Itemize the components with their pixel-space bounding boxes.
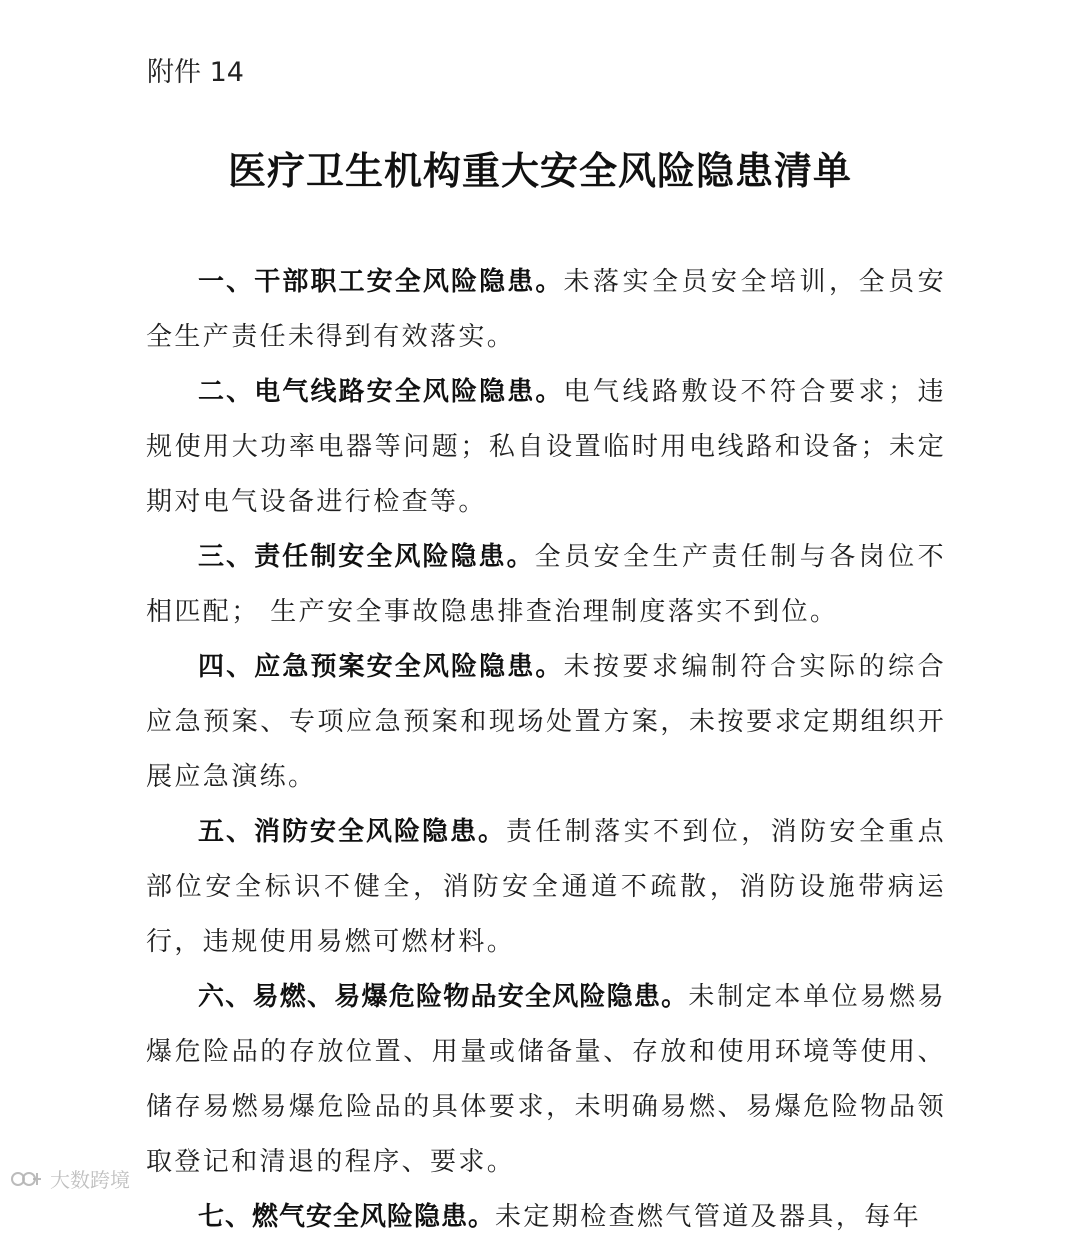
item-text: 未按要求编制符合实际的综合应急预案、专项应急预案和现场处置方案，未按要求定期组织开展应急演练。 [146, 652, 946, 792]
list-item [146, 255, 946, 365]
item-text: 未制定本单位易燃易爆危险品的存放位置、用量或储备量、存放和使用环境等使用、储存易燃易爆危险品的具体要求，未明确易燃、易爆危险物品领取登记和清退的程序、要求。 [146, 982, 946, 1177]
watermark [10, 1164, 130, 1193]
item-heading: 二、电气线路安全风险隐患。 [198, 377, 564, 407]
list-item [146, 805, 946, 970]
watermark-logo-icon [10, 1167, 44, 1191]
item-heading: 一、干部职工安全风险隐患。 [198, 267, 564, 297]
item-heading: 七、燃气安全风险隐患。 [198, 1202, 496, 1232]
list-item [146, 365, 946, 530]
watermark-text: 大数跨境 [50, 1168, 130, 1192]
attachment-label: 附件 14 [147, 57, 244, 88]
list-item [146, 530, 946, 640]
list-item [146, 1190, 946, 1245]
item-heading: 六、易燃、易爆危险物品安全风险隐患。 [198, 982, 689, 1012]
document-body [146, 255, 946, 1245]
item-text: 责任制落实不到位，消防安全重点部位安全标识不健全，消防安全通道不疏散，消防设施带病运行，违规使用易燃可燃材料。 [146, 817, 946, 957]
list-item [146, 640, 946, 805]
item-text: 全员安全生产责任制与各岗位不相匹配； 生产安全事故隐患排查治理制度落实不到位。 [146, 542, 946, 627]
document-title: 医疗卫生机构重大安全风险隐患清单 [227, 148, 852, 193]
item-heading: 三、责任制安全风险隐患。 [198, 542, 535, 572]
list-item [146, 970, 946, 1190]
item-text: 未落实全员安全培训，全员安全生产责任未得到有效落实。 [146, 267, 946, 352]
item-heading: 五、消防安全风险隐患。 [198, 817, 506, 847]
item-text: 电气线路敷设不符合要求；违规使用大功率电器等问题；私自设置临时用电线路和设备；未定期对电气设备进行检查等。 [146, 377, 946, 517]
item-heading: 四、应急预案安全风险隐患。 [198, 652, 564, 682]
item-text: 未定期检查燃气管道及器具，每年 [495, 1202, 922, 1232]
